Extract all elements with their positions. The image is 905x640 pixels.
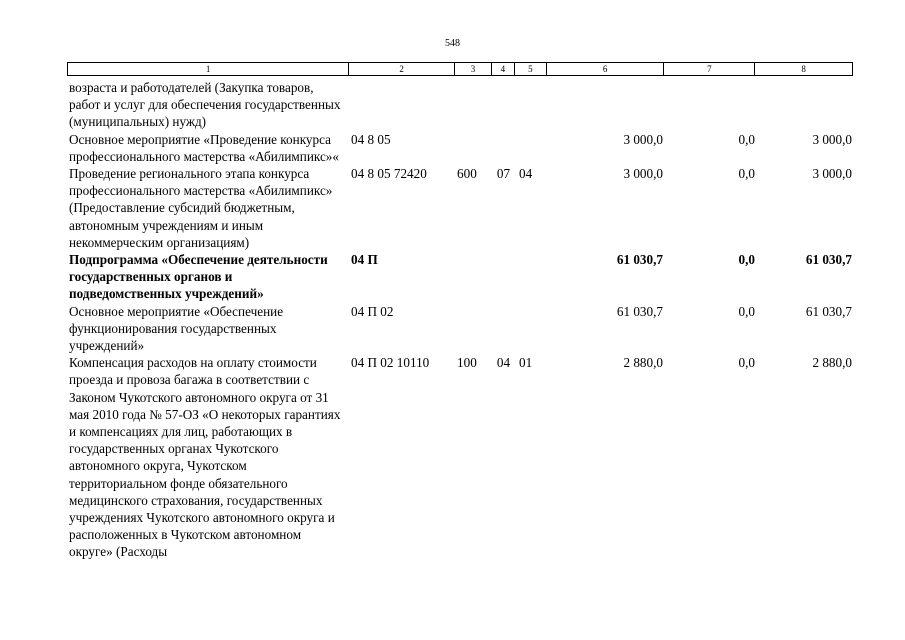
row-value-7: 0,0 — [738, 166, 755, 182]
column-header-7: 7 — [664, 63, 755, 75]
table-row — [67, 303, 853, 355]
row-value-6: 3 000,0 — [623, 131, 663, 147]
row-code: 04 8 05 — [351, 131, 391, 147]
row-pr: 04 — [519, 166, 533, 182]
row-name: Основное мероприятие «Обеспечение функционирования государственных учреждений» — [69, 303, 284, 354]
row-code: 04 П — [351, 252, 378, 268]
row-name: Основное мероприятие «Проведение конкурса профессионального мастерства «Абилимпикс»« — [69, 131, 339, 164]
row-value-7: 0,0 — [738, 355, 755, 371]
budget-table-body — [67, 79, 853, 561]
column-header-3: 3 — [455, 63, 492, 75]
row-vr: 600 — [457, 166, 477, 182]
column-header-4: 4 — [492, 63, 515, 75]
table-row — [67, 131, 853, 165]
row-value-8: 61 030,7 — [805, 303, 852, 319]
row-value-6: 3 000,0 — [623, 166, 663, 182]
row-code: 04 8 05 72420 — [351, 166, 427, 182]
row-pr: 01 — [519, 355, 533, 371]
table-header-row — [67, 62, 853, 76]
row-rz: 04 — [496, 355, 511, 371]
row-value-7: 0,0 — [738, 303, 755, 319]
column-header-5: 5 — [515, 63, 547, 75]
row-value-8: 61 030,7 — [805, 252, 852, 268]
row-name: Подпрограмма «Обеспечение деятельности государственных органов и подведомственных учреждений» — [69, 252, 328, 302]
row-name: Проведение регионального этапа конкурса профессионального мастерства «Абилимпикс» (Предоставление субсидий бюджетным, автономным учреждениям и иным некоммерческим организациям) — [69, 166, 333, 250]
row-name: Компенсация расходов на оплату стоимости проезда и провоза багажа в соответствии с Законом Чукотского автономного округа от 31 мая 2010 года № 57-ОЗ «О некоторых гарантиях и компенсациях для лиц, работающих в государственных органах Чукотского автономного округа, Чукотском территориальном фонде обязательного медицинского страхования, государственных учреждениях Чукотского автономного округа и расположенных в Чукотском автономном округе» (Расходы — [69, 355, 341, 560]
row-name: возраста и работодателей (Закупка товаров, работ и услуг для обеспечения государственных (муниципальных) нужд) — [69, 80, 341, 130]
row-code: 04 П 02 10110 — [351, 355, 430, 371]
page-number: 548 — [445, 38, 460, 49]
column-header-2: 2 — [349, 63, 455, 75]
column-header-1: 1 — [68, 63, 349, 75]
row-value-6: 61 030,7 — [616, 303, 663, 319]
row-value-7: 0,0 — [738, 131, 755, 147]
row-rz: 07 — [496, 166, 511, 182]
row-value-8: 3 000,0 — [812, 131, 852, 147]
table-row — [67, 165, 853, 251]
row-vr: 100 — [457, 355, 477, 371]
row-value-8: 3 000,0 — [812, 166, 852, 182]
row-value-6: 2 880,0 — [623, 355, 663, 371]
row-value-8: 2 880,0 — [812, 355, 852, 371]
row-value-7: 0,0 — [738, 252, 755, 268]
column-header-6: 6 — [547, 63, 665, 75]
row-value-6: 61 030,7 — [616, 252, 663, 268]
table-row-subprogram — [67, 251, 853, 303]
table-row — [67, 79, 853, 131]
column-header-8: 8 — [801, 64, 806, 74]
table-row — [67, 354, 853, 560]
row-code: 04 П 02 — [351, 303, 394, 319]
